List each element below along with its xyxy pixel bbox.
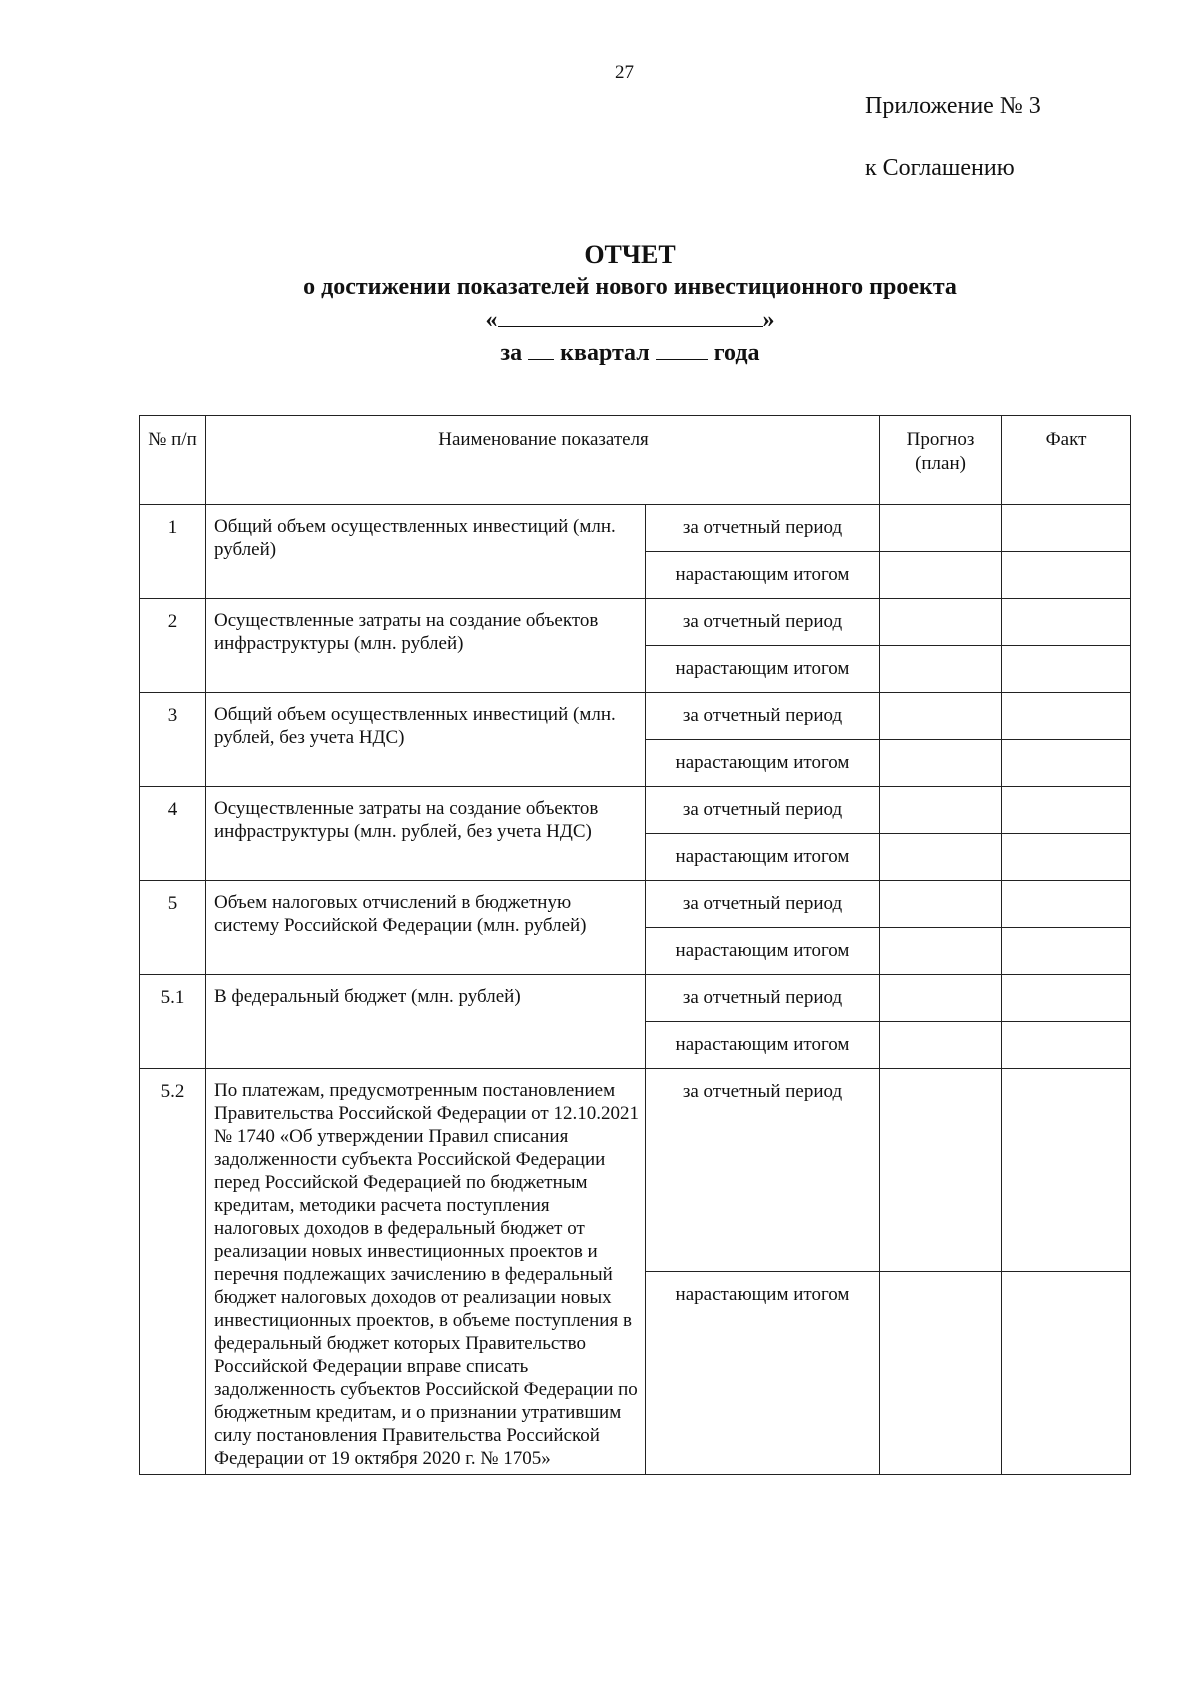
- row-name: По платежам, предусмотренным постановлением Правительства Российской Федерации от 12.10.2021 № 1740 «Об утверждении Правил списания задолженности субъекта Российской Федерации перед Российской Федерацией по бюджетным кредитам, методики расчета поступления налоговых доходов в федеральный бюджет от реализации новых инвестиционных проектов и перечня подлежащих зачислению в федеральный бюджет налоговых доходов от реализации новых инвестиционных проектов, в объеме поступления в федеральный бюджет которых Правительство Российской Федерации вправе списать задолженность субъектов Российской Федерации по бюджетным кредитам, и о признании утратившим силу постановления Правительства Российской Федерации от 19 октября 2020 г. № 1705»: [206, 1069, 646, 1475]
- row-num: 2: [140, 599, 206, 693]
- period-current: за отчетный период: [646, 787, 880, 834]
- forecast-value-cell[interactable]: [880, 1272, 1002, 1475]
- row-name: Объем налоговых отчислений в бюджетную систему Российской Федерации (млн. рублей): [206, 881, 646, 975]
- forecast-value-cell[interactable]: [880, 599, 1002, 646]
- header-forecast: Прогноз (план): [880, 416, 1002, 505]
- report-title: ОТЧЕТ: [584, 240, 676, 269]
- period-cumulative: нарастающим итогом: [646, 552, 880, 599]
- table-row: [140, 787, 1131, 834]
- quote-close: »: [762, 307, 775, 333]
- forecast-value-cell[interactable]: [880, 646, 1002, 693]
- forecast-value-cell[interactable]: [880, 693, 1002, 740]
- fact-value-cell[interactable]: [1002, 599, 1131, 646]
- period-cumulative: нарастающим итогом: [646, 740, 880, 787]
- row-num: 4: [140, 787, 206, 881]
- report-subtitle: о достижении показателей нового инвестиционного проекта: [303, 274, 957, 300]
- period-current: за отчетный период: [646, 693, 880, 740]
- report-table: [139, 415, 1131, 1475]
- table-row: [140, 975, 1131, 1022]
- row-num: 5.2: [140, 1069, 206, 1475]
- fact-value-cell[interactable]: [1002, 1022, 1131, 1069]
- period-year: года: [713, 340, 760, 366]
- page-number: 27: [615, 62, 634, 83]
- fact-value-cell[interactable]: [1002, 646, 1131, 693]
- table-row: [140, 599, 1131, 646]
- table-row: [140, 881, 1131, 928]
- project-name-line: [140, 304, 1120, 337]
- forecast-value-cell[interactable]: [880, 1022, 1002, 1069]
- fact-value-cell[interactable]: [1002, 975, 1131, 1022]
- period-cumulative: нарастающим итогом: [646, 646, 880, 693]
- fact-value-cell[interactable]: [1002, 1069, 1131, 1272]
- row-name: В федеральный бюджет (млн. рублей): [206, 975, 646, 1069]
- row-name: Общий объем осуществленных инвестиций (млн. рублей, без учета НДС): [206, 693, 646, 787]
- forecast-value-cell[interactable]: [880, 834, 1002, 881]
- fact-value-cell[interactable]: [1002, 505, 1131, 552]
- forecast-value-cell[interactable]: [880, 975, 1002, 1022]
- header-fact: Факт: [1002, 416, 1131, 505]
- fact-value-cell[interactable]: [1002, 834, 1131, 881]
- row-num: 3: [140, 693, 206, 787]
- forecast-value-cell[interactable]: [880, 740, 1002, 787]
- year-blank: [656, 337, 708, 360]
- fact-value-cell[interactable]: [1002, 552, 1131, 599]
- table-row: [140, 693, 1131, 740]
- forecast-value-cell[interactable]: [880, 505, 1002, 552]
- forecast-value-cell[interactable]: [880, 1069, 1002, 1272]
- row-name: Осуществленные затраты на создание объектов инфраструктуры (млн. рублей): [206, 599, 646, 693]
- period-cumulative: нарастающим итогом: [646, 834, 880, 881]
- period-current: за отчетный период: [646, 505, 880, 552]
- fact-value-cell[interactable]: [1002, 787, 1131, 834]
- period-cumulative: нарастающим итогом: [646, 928, 880, 975]
- fact-value-cell[interactable]: [1002, 881, 1131, 928]
- table-row: [140, 505, 1131, 552]
- quote-open: «: [485, 307, 498, 333]
- header-name: Наименование показателя: [206, 416, 880, 505]
- forecast-value-cell[interactable]: [880, 787, 1002, 834]
- period-current: за отчетный период: [646, 599, 880, 646]
- fact-value-cell[interactable]: [1002, 740, 1131, 787]
- period-current: за отчетный период: [646, 881, 880, 928]
- report-title-block: [140, 238, 1120, 370]
- fact-value-cell[interactable]: [1002, 928, 1131, 975]
- annex-to-agreement: к Соглашению: [865, 155, 1015, 181]
- table-header-row: [140, 416, 1131, 505]
- forecast-value-cell[interactable]: [880, 881, 1002, 928]
- period-prefix: за: [500, 340, 523, 366]
- table-row: [140, 1069, 1131, 1272]
- row-name: Общий объем осуществленных инвестиций (млн. рублей): [206, 505, 646, 599]
- header-num: № п/п: [140, 416, 206, 505]
- row-num: 1: [140, 505, 206, 599]
- period-cumulative: нарастающим итогом: [646, 1022, 880, 1069]
- report-period-line: [140, 337, 1120, 370]
- project-name-blank: [498, 304, 763, 327]
- period-quarter: квартал: [560, 340, 650, 366]
- period-current: за отчетный период: [646, 975, 880, 1022]
- annex-title: Приложение № 3: [865, 93, 1041, 119]
- row-name: Осуществленные затраты на создание объектов инфраструктуры (млн. рублей, без учета НДС): [206, 787, 646, 881]
- forecast-value-cell[interactable]: [880, 928, 1002, 975]
- row-num: 5.1: [140, 975, 206, 1069]
- period-cumulative: нарастающим итогом: [646, 1272, 880, 1475]
- forecast-value-cell[interactable]: [880, 552, 1002, 599]
- fact-value-cell[interactable]: [1002, 1272, 1131, 1475]
- fact-value-cell[interactable]: [1002, 693, 1131, 740]
- quarter-blank: [528, 337, 554, 360]
- row-num: 5: [140, 881, 206, 975]
- period-current: за отчетный период: [646, 1069, 880, 1272]
